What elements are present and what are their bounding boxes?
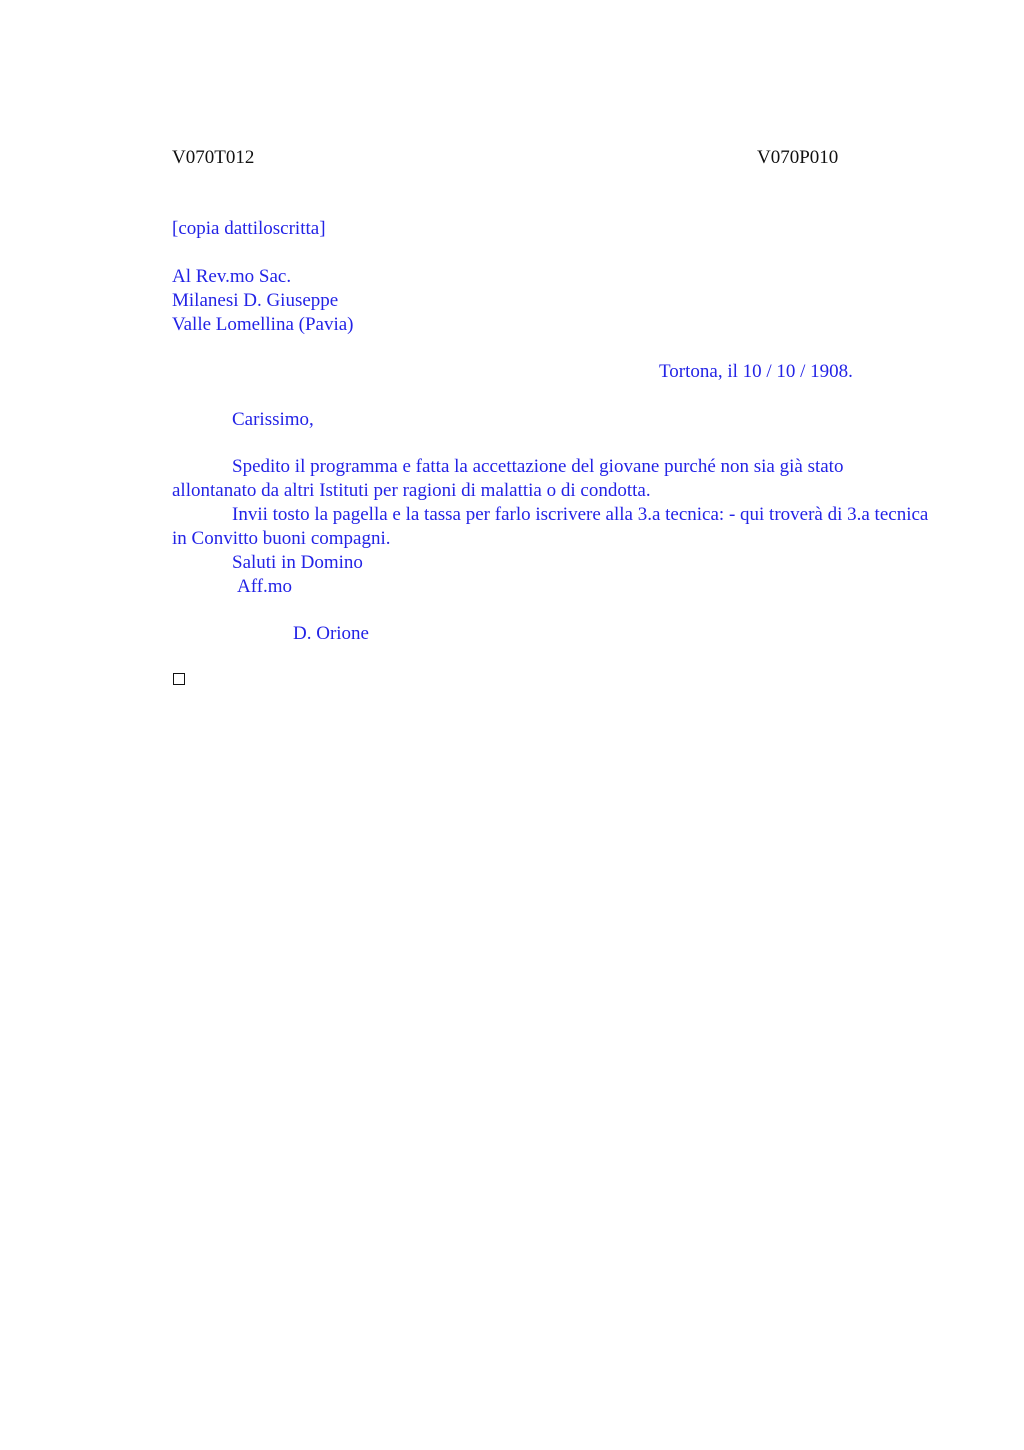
body-paragraph-2: Invii tosto la pagella e la tassa per farlo iscrivere alla 3.a tecnica: - qui troverà di 3.a tecnica in Convitto buoni compagni. (172, 504, 929, 549)
closing-affectionate: Aff.mo (237, 576, 293, 597)
signature: D. Orione (293, 623, 369, 644)
salutation: Carissimo, (232, 409, 314, 430)
body-paragraph-1: Spedito il programma e fatta la accettazione del giovane purché non sia già stato allontanato da altri Istituti per ragioni di malattia o di condotta. (172, 456, 844, 501)
copy-note: [copia dattiloscritta] (172, 218, 326, 239)
document-code-right: V070P010 (757, 147, 839, 168)
document-code-left: V070T012 (172, 147, 255, 168)
end-marker-box-icon (173, 673, 185, 685)
closing-greeting: Saluti in Domino (232, 552, 363, 573)
date-line: Tortona, il 10 / 10 / 1908. (659, 361, 853, 382)
recipient-line-1: Al Rev.mo Sac. (172, 266, 292, 287)
recipient-line-3: Valle Lomellina (Pavia) (172, 314, 354, 335)
recipient-line-2: Milanesi D. Giuseppe (172, 290, 339, 311)
